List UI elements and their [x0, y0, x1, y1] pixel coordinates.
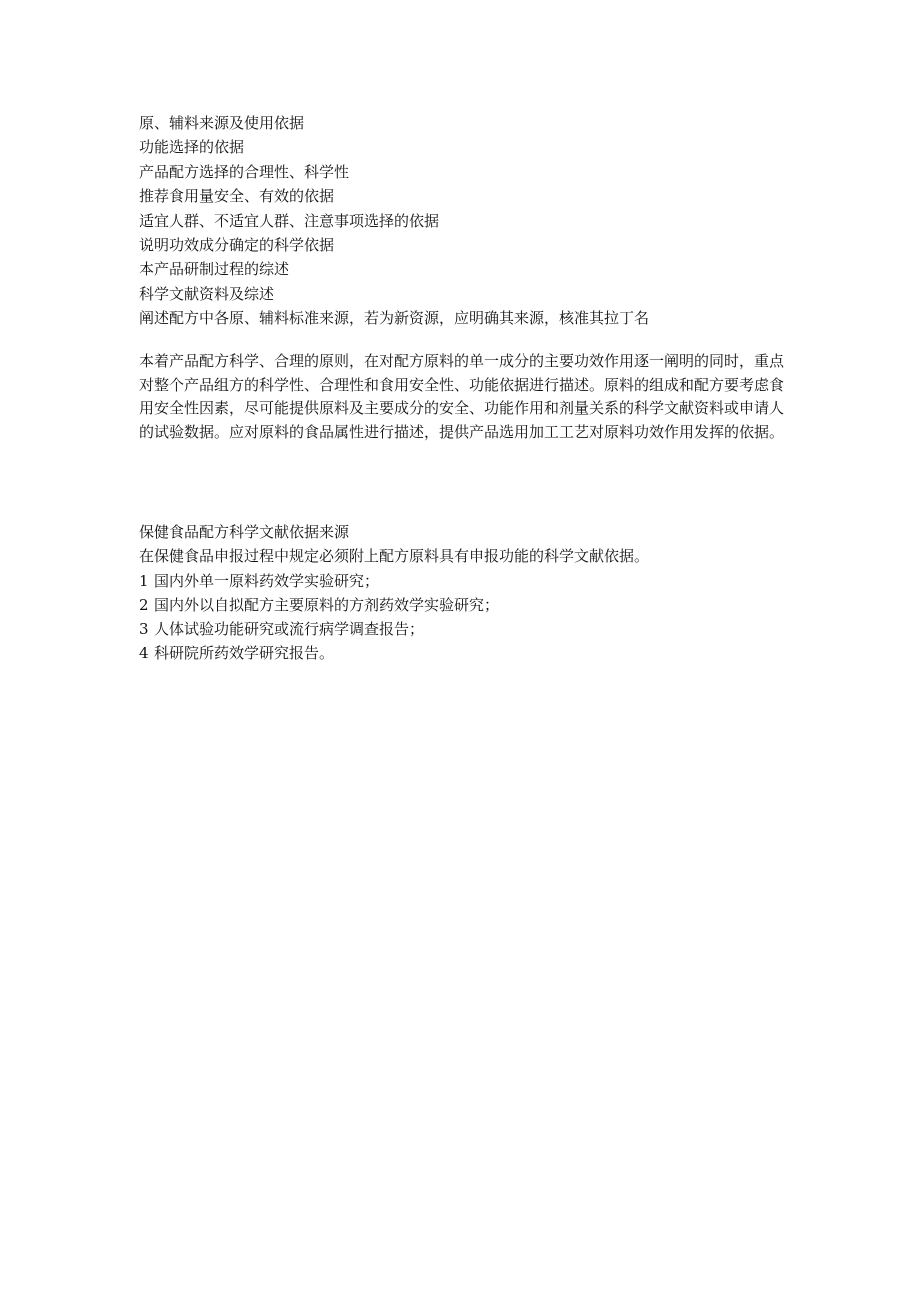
list-item: [139, 593, 784, 617]
list-item: [139, 641, 784, 665]
heading-list: [139, 111, 784, 331]
body-paragraph-block: [139, 350, 784, 444]
heading-line: 适宜人群、不适宜人群、注意事项选择的依据: [139, 211, 440, 230]
list-item-number: 2: [139, 596, 149, 615]
heading-line: 说明功效成分确定的科学依据: [139, 236, 335, 255]
body-paragraph: 本着产品配方科学、合理的原则，在对配方原料的单一成分的主要功效作用逐一阐明的同时，重点对整个产品组方的科学性、合理性和食用安全性、功能依据进行描述。原料的组成和配方要考虑食用安全性因素，尽可能提供原料及主要成分的安全、功能作用和剂量关系的科学文献资料或申请人的试验数据。应对原料的食品属性进行描述，提供产品选用加工工艺对原料功效作用发挥的依据。: [139, 352, 785, 441]
sources-intro: 在保健食品申报过程中规定必须附上配方原料具有申报功能的科学文献依据。: [139, 547, 650, 566]
heading-line: 阐述配方中各原、辅料标准来源，若为新资源，应明确其来源，核准其拉丁名: [139, 309, 650, 328]
heading-line: 科学文献资料及综述: [139, 284, 275, 303]
list-item-text: 人体试验功能研究或流行病学调查报告；: [154, 620, 425, 639]
list-item: [139, 569, 784, 593]
list-item-number: 4: [139, 644, 149, 663]
heading-line: 本产品研制过程的综述: [139, 260, 290, 279]
list-item-number: 3: [139, 620, 149, 639]
heading-line: 功能选择的依据: [139, 138, 245, 157]
sources-title: 保健食品配方科学文献依据来源: [139, 523, 350, 541]
heading-line: 产品配方选择的合理性、科学性: [139, 162, 350, 181]
sources-section: [139, 520, 784, 666]
list-item-text: 科研院所药效学研究报告。: [154, 644, 335, 663]
list-item-number: 1: [139, 571, 149, 590]
list-item-text: 国内外以自拟配方主要原料的方剂药效学实验研究；: [154, 596, 500, 615]
list-item: [139, 617, 784, 641]
heading-line: 原、辅料来源及使用依据: [139, 114, 305, 132]
list-item-text: 国内外单一原料药效学实验研究；: [154, 571, 380, 590]
heading-line: 推荐食用量安全、有效的依据: [139, 187, 335, 206]
